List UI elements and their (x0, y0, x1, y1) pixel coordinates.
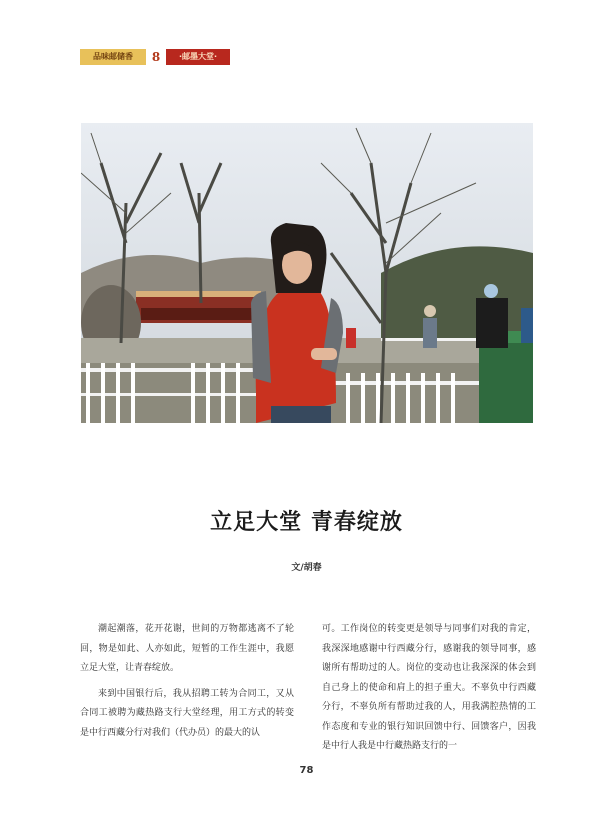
photo-woman-red-jacket-park-icon (81, 123, 533, 423)
section-header (80, 47, 310, 67)
section-label-right: ·邮墨大堂· (166, 49, 230, 65)
article-paragraph: 可。工作岗位的转变更是领导与同事们对我的肯定，我深深地感谢中行西藏分行，感谢我的领导同事，感谢所有帮助过的人。岗位的变动也让我深深的体会到自己身上的使命和肩上的担子重大。不辜负中行西藏分行，不辜负所有帮助过我的人，用我满腔热情的工作态度和专业的银行知识回馈中行、回馈客户，因我是中行人我是中行藏热路支行的一 (322, 624, 536, 751)
section-label-left: 品味邮储香 (80, 49, 146, 65)
article-paragraph: 来到中国银行后，我从招聘工转为合同工，又从合同工被聘为藏热路支行大堂经理，用工方式的转变是中行西藏分行对我们（代办员）的最大的认 (80, 688, 294, 738)
article-column-left (80, 620, 294, 749)
article-photo (81, 123, 533, 423)
article-paragraph: 潮起潮落，花开花谢，世间的万物都逃离不了轮回，物是如此、人亦如此，短暂的工作生涯中，我愿立足大堂，让青春绽放。 (80, 624, 294, 673)
section-ornament: 8 (151, 50, 161, 64)
article-column-right (322, 620, 536, 763)
article-title: 立足大堂 青春绽放 (210, 509, 403, 535)
page-number: 78 (299, 765, 314, 776)
article-byline: 文/胡春 (291, 563, 322, 573)
